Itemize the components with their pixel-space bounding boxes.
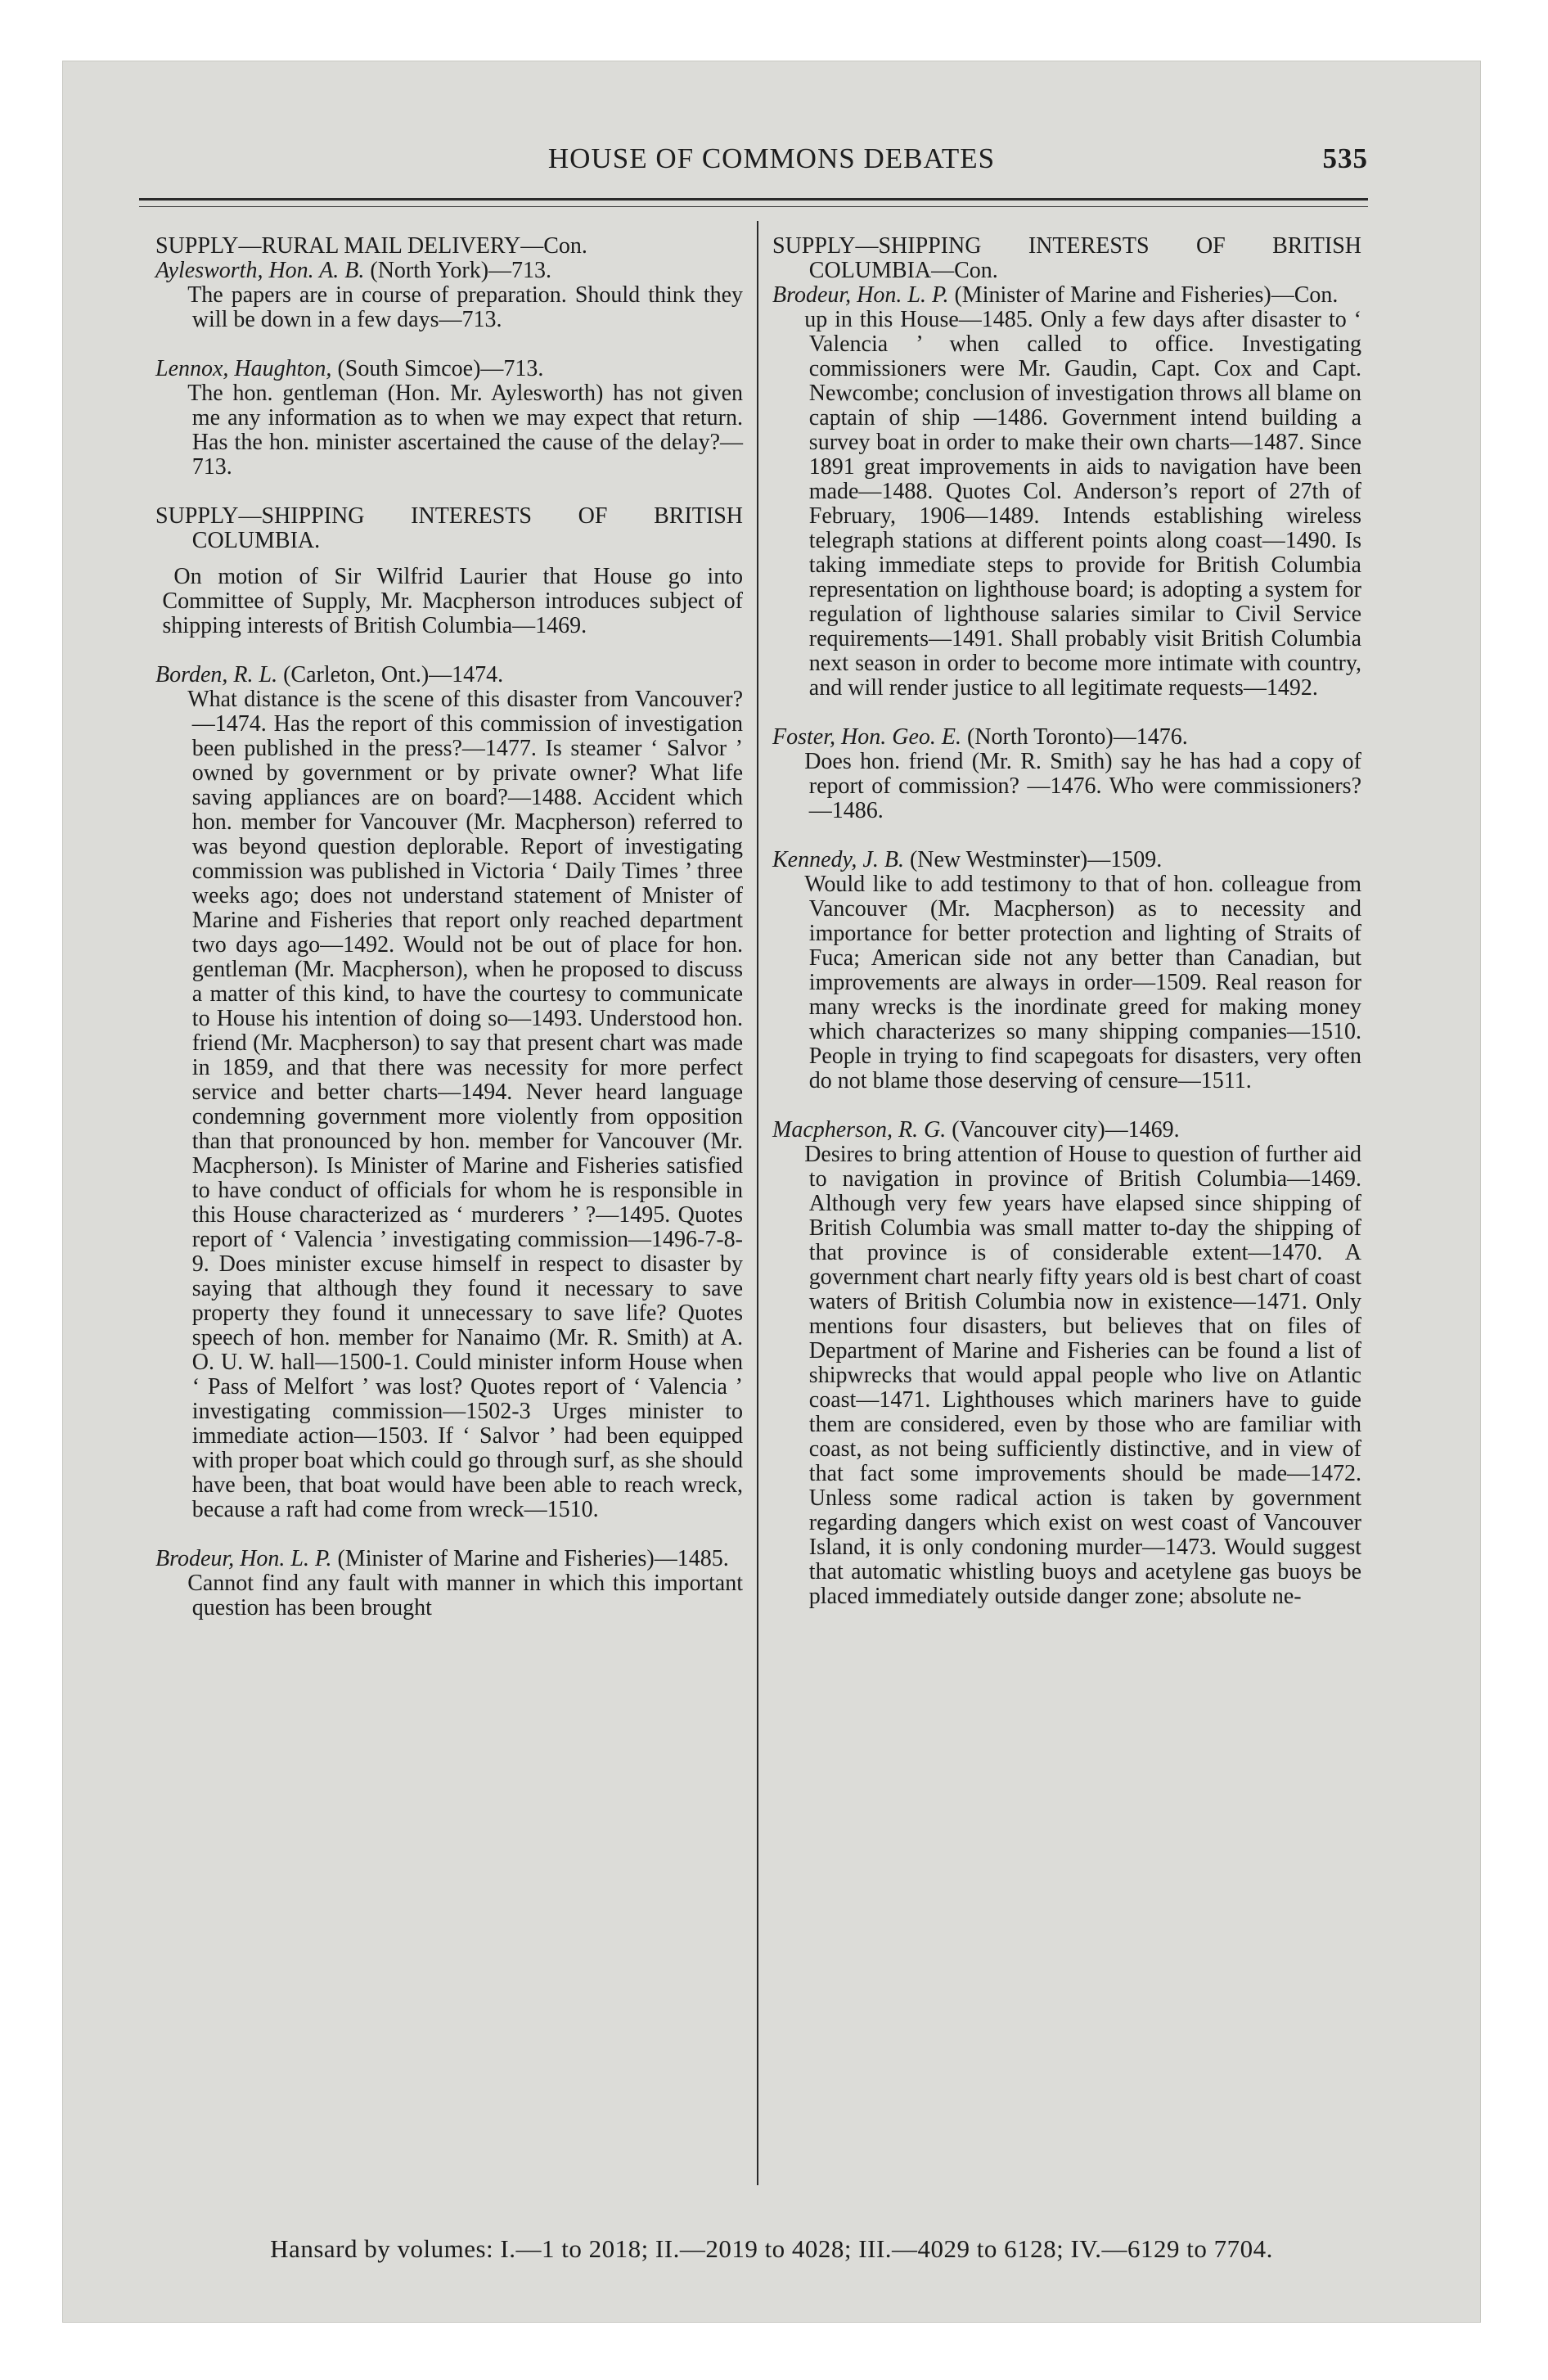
speaker-name: Foster, Hon. Geo. E. (772, 724, 961, 750)
speaker-riding: (South Simcoe)—713. (331, 356, 544, 381)
speaker-line (155, 1547, 743, 1571)
speech-summary: What distance is the scene of this disaster from Vancouver?—1474. Has the report of this commission of investigation been published in the press?—1477. Is steamer ‘ Salvor ’ owned by government or by private owner? What life saving appliances are on board?—1488. Accident which hon. member for Vancouver (Mr. Macpherson) referred to was beyond question deplorable. Report of investigating commission was published in Victoria ‘ Daily Times ’ three weeks ago; does not understand statement of Mnister of Marine and Fisheries that report only reached department two days ago—1492. Would not be out of place for hon. gentleman (Mr. Macpherson), when he proposed to discuss a matter of this kind, to have the courtesy to communicate to House his intention of doing so—1493. Understood hon. friend (Mr. Macpherson) to say that present chart was made in 1859, and that there was necessity for more perfect service and better charts—1494. Never heard language condemning government more violently from opposition than that pronounced by hon. member for Vancouver (Mr. Macpherson). Is Minister of Marine and Fisheries satisfied to have conduct of officials for whom he is responsible in this House characterized as ‘ murderers ’ ?—1495. Quotes report of ‘ Valencia ’ investigating commission—1496-7-8-9. Does minister excuse himself in respect to disaster by saying that although they found it necessary to save property they found it unnecessary to save life? Quotes speech of hon. member for Nanaimo (Mr. R. Smith) at A. O. U. W. hall—1500-1. Could minister inform House when ‘ Pass of Melfort ’ was lost? Quotes report of ‘ Valencia ’ investigating commission—1502-3 Urges minister to immediate action—1503. If ‘ Salvor ’ had been equipped with proper boat which could go through surf, as she should have been, that boat would have been able to reach wreck, because a raft had come from wreck—1510. (187, 687, 743, 1522)
speech-summary: up in this House—1485. Only a few days after disaster to ‘ Valencia ’ when called to office. Investigating commissioners were Mr. Gaudin, Capt. Cox and Capt. Newcombe; conclusion of investigation throws all blame on captain of ship —1486. Government intend building a survey boat in order to make their own charts—1487. Since 1891 great improvements in aids to navigation have been made—1488. Quotes Col. Anderson’s report of 27th of February, 1906—1489. Intends establishing wireless telegraph stations at different points along coast—1490. Is taking immediate steps to provide for British Columbia representation on lighthouse board; is adopting a system for regulation of lighthouse salaries similar to Civil Service requirements—1491. Shall probably visit British Columbia next season in order to become more intimate with country, and will render justice to all legitimate requests—1492. (804, 307, 1361, 701)
speaker-line (772, 1118, 1361, 1143)
speaker-name: Kennedy, J. B. (772, 847, 904, 872)
page-footer: Hansard by volumes: I.—1 to 2018; II.—2019 to 4028; III.—4029 to 6128; IV.—6129 to 7704. (270, 2234, 1273, 2263)
section-heading: SUPPLY—RURAL MAIL DELIVERY—Con. (155, 233, 587, 259)
speaker-line (772, 283, 1361, 308)
speech-summary: Would like to add testimony to that of hon. colleague from Vancouver (Mr. Macpherson) as to necessity and importance for better protection and lighting of Straits of Fuca; American side not any better than Canadian, but improvements are always in order—1509. Real reason for many wrecks is the inordinate greed for making money which characterizes so many shipping companies—1510. People in trying to find scapegoats for disasters, very often do not blame those deserving of censure—1511. (804, 872, 1361, 1093)
speaker-line (155, 663, 743, 687)
page-title: HOUSE OF COMMONS DEBATES (547, 142, 996, 174)
speaker-riding: (Minister of Marine and Fisheries)—1485. (331, 1546, 729, 1571)
speaker-name: Brodeur, Hon. L. P. (772, 282, 949, 308)
speech-summary: Desires to bring attention of House to question of further aid to navigation in province of British Columbia—1469. Although very few years have elapsed since shipping of British Columbia was small matter to-day the shipping of that province is of considerable extent—1470. A government chart nearly fifty years old is best chart of coast waters of British Columbia now in existence—1471. Only mentions four disasters, but believes that on files of Department of Marine and Fisheries can be found a list of shipwrecks that would appal people who live on Atlantic coast—1471. Lighthouses which mariners have to guide them are considered, even by those who are familiar with coast, as not being sufficiently distinctive, and in view of that fact some improvements should be made—1472. Unless some radical action is taken by government regarding dangers which exist on west coast of Vancouver Island, it is only condoning murder—1473. Would suggest that automatic whistling buoys and acetylene gas buoys be placed immediately outside danger zone; absolute ne- (804, 1142, 1361, 1609)
section-heading: SUPPLY—SHIPPING INTERESTS OF BRITISH COLUMBIA—Con. (772, 233, 1361, 283)
section-heading: SUPPLY—SHIPPING INTERESTS OF BRITISH COLUMBIA. (155, 503, 743, 553)
speaker-name: Brodeur, Hon. L. P. (155, 1546, 332, 1571)
speaker-name: Lennox, Haughton, (155, 356, 332, 381)
speaker-line (772, 725, 1361, 750)
speech-summary: The papers are in course of preparation. Should think they will be down in a few days—713. (187, 282, 743, 332)
column-divider (757, 221, 758, 2185)
speaker-riding: (Carleton, Ont.)—1474. (277, 662, 504, 687)
speaker-riding: (North Toronto)—1476. (961, 724, 1188, 750)
speech-summary: Does hon. friend (Mr. R. Smith) say he has had a copy of report of commission? —1476. Who were commissioners?—1486. (804, 749, 1361, 823)
speaker-riding: (North York)—713. (364, 258, 552, 283)
header-rule (139, 198, 1368, 201)
speaker-name: Borden, R. L. (155, 662, 278, 687)
speaker-line (772, 848, 1361, 872)
header-rule-thin (139, 206, 1368, 207)
speaker-name: Macpherson, R. G. (772, 1117, 947, 1143)
speaker-name: Aylesworth, Hon. A. B. (155, 258, 365, 283)
right-column (772, 234, 1361, 1609)
speaker-line (155, 259, 743, 283)
speaker-line (155, 357, 743, 381)
speaker-riding: (Minister of Marine and Fisheries)—Con. (948, 282, 1339, 308)
speaker-riding: (Vancouver city)—1469. (946, 1117, 1180, 1143)
speaker-riding: (New Westminster)—1509. (903, 847, 1163, 872)
motion-text: On motion of Sir Wilfrid Laurier that House go into Committee of Supply, Mr. Macpherson introduces subject of shipping interests of British Columbia—1469. (162, 564, 743, 638)
speech-summary: Cannot find any fault with manner in which this important question has been brought (187, 1571, 743, 1620)
document-page (62, 61, 1481, 2323)
speech-summary: The hon. gentleman (Hon. Mr. Aylesworth) has not given me any information as to when we may expect that return. Has the hon. minister ascertained the cause of the delay?—713. (187, 381, 743, 480)
left-column (155, 234, 743, 1620)
page-number: 535 (1322, 142, 1368, 174)
